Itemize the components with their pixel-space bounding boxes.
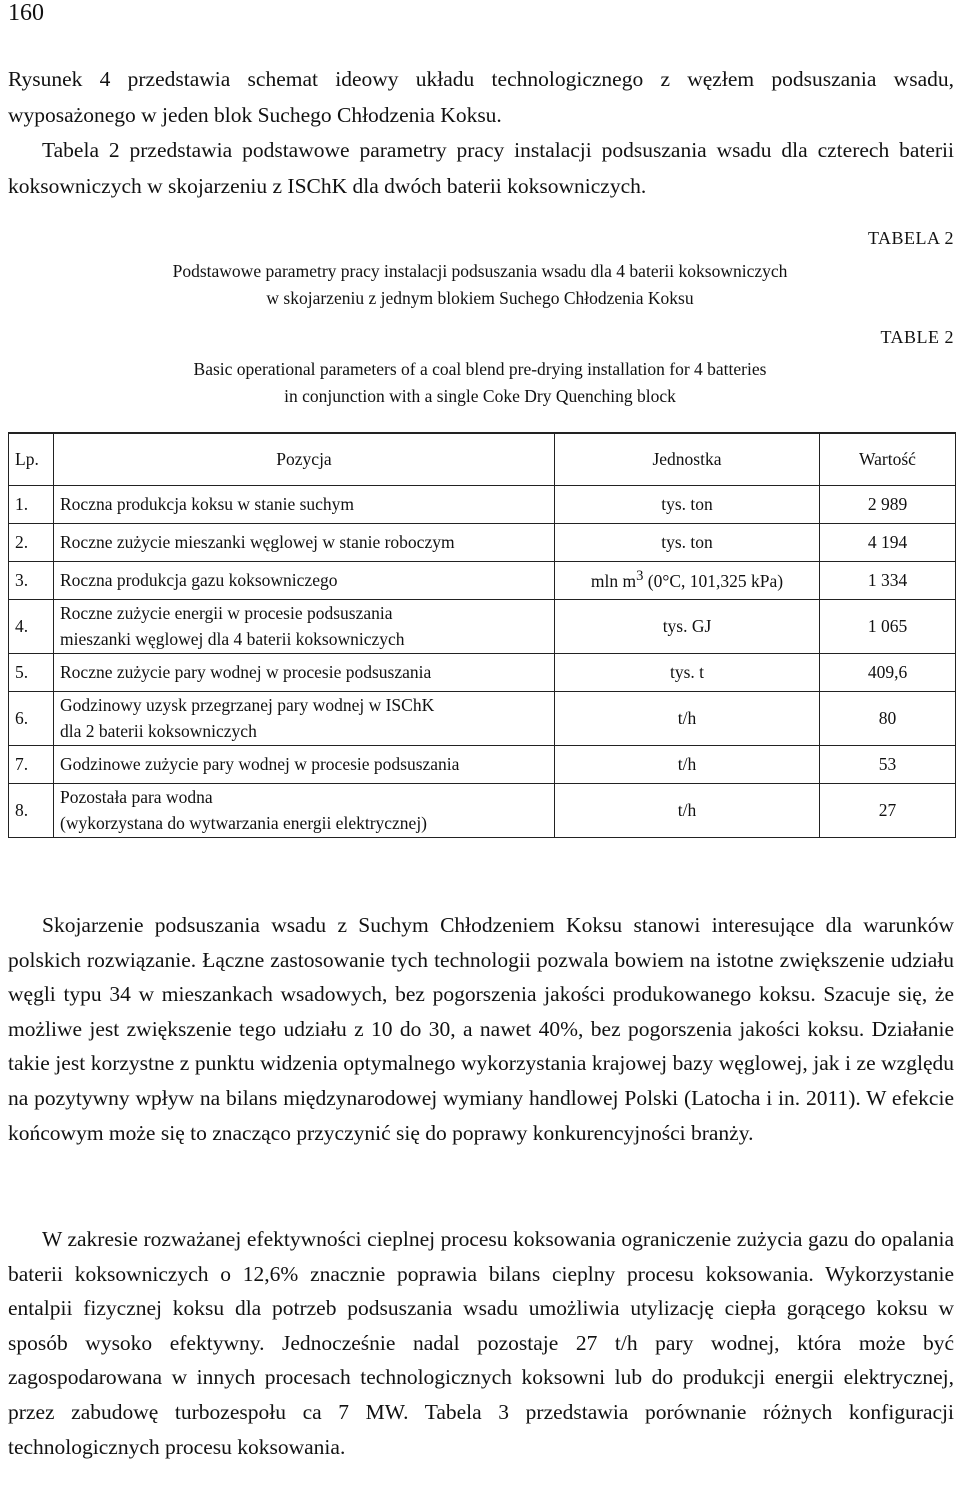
cell-wartosc: 53 [820, 745, 956, 783]
table-caption-pl-line2: w skojarzeniu z jednym blokiem Suchego Chłodzenia Koksu [266, 288, 694, 308]
cell-pozycja-line2: mieszanki węglowej dla 4 baterii koksowniczych [60, 629, 405, 649]
cell-pozycja [54, 599, 555, 653]
cell-wartosc: 1 065 [820, 599, 956, 653]
table-row [9, 523, 956, 561]
cell-jednostka: t/h [555, 691, 820, 745]
cell-lp: 7. [9, 745, 54, 783]
table-caption-en [60, 356, 900, 410]
unit-prefix: mln m [590, 570, 637, 591]
table-row [9, 691, 956, 745]
intro-paragraph-2: Tabela 2 przedstawia podstawowe parametry pracy instalacji podsuszania wsadu dla czterech baterii koksowniczych w skojarzeniu z ISChK dla dwóch baterii koksowniczych. [8, 138, 954, 198]
cell-pozycja-line1: Roczne zużycie energii w procesie podsuszania [60, 603, 393, 623]
cell-wartosc: 27 [820, 783, 956, 837]
cell-lp: 3. [9, 561, 54, 599]
table-row [9, 745, 956, 783]
cell-pozycja: Godzinowe zużycie pary wodnej w procesie podsuszania [54, 745, 555, 783]
cell-wartosc: 409,6 [820, 653, 956, 691]
cell-pozycja-line1: Godzinowy uzysk przegrzanej pary wodnej w ISChK [60, 695, 435, 715]
table-label-en: TABLE 2 [880, 327, 954, 347]
intro-paragraph-1: Rysunek 4 przedstawia schemat ideowy układu technologicznego z węzłem podsuszania wsadu, wyposażonego w jeden blok Suchego Chłodzenia Koksu. [8, 67, 954, 127]
cell-lp: 1. [9, 485, 54, 523]
cell-jednostka: tys. ton [555, 523, 820, 561]
cell-pozycja [54, 783, 555, 837]
cell-pozycja-line1: Pozostała para wodna [60, 787, 213, 807]
table-row [9, 783, 956, 837]
table-row [9, 599, 956, 653]
parameters-table [8, 432, 956, 838]
cell-pozycja-line2: (wykorzystana do wytwarzania energii elektrycznej) [60, 813, 428, 833]
cell-lp: 5. [9, 653, 54, 691]
cell-pozycja [54, 691, 555, 745]
cell-wartosc: 2 989 [820, 485, 956, 523]
cell-pozycja: Roczna produkcja gazu koksowniczego [54, 561, 555, 599]
cell-jednostka: t/h [555, 745, 820, 783]
cell-jednostka: tys. ton [555, 485, 820, 523]
cell-lp: 4. [9, 599, 54, 653]
cell-pozycja: Roczne zużycie pary wodnej w procesie podsuszania [54, 653, 555, 691]
cell-jednostka: tys. GJ [555, 599, 820, 653]
header-wartosc: Wartość [820, 433, 956, 485]
cell-jednostka: tys. t [555, 653, 820, 691]
table-row [9, 561, 956, 599]
cell-jednostka [555, 561, 820, 599]
table-caption-en-line1: Basic operational parameters of a coal blend pre-drying installation for 4 batteries [193, 359, 767, 379]
cell-pozycja: Roczna produkcja koksu w stanie suchym [54, 485, 555, 523]
cell-lp: 2. [9, 523, 54, 561]
table-header-row [9, 433, 956, 485]
cell-pozycja-line2: dla 2 baterii koksowniczych [60, 721, 257, 741]
cell-wartosc: 1 334 [820, 561, 956, 599]
table-label-pl: TABELA 2 [867, 228, 954, 248]
header-lp: Lp. [9, 433, 54, 485]
table-row [9, 485, 956, 523]
table-caption-pl-line1: Podstawowe parametry pracy instalacji podsuszania wsadu dla 4 baterii koksowniczych [172, 261, 788, 281]
cell-wartosc: 4 194 [820, 523, 956, 561]
unit-suffix: (0°C, 101,325 kPa) [643, 570, 784, 591]
body-paragraph-2: W zakresie rozważanej efektywności cieplnej procesu koksowania ograniczenie zużycia gazu do opalania baterii koksowniczych o 12,6% znacznie poprawia bilans cieplny procesu koksowania. Wykorzystanie entalpii fizycznej koksu dla potrzeb podsuszania wsadu umożliwia utylizację ciepła gorącego koksu w sposób wysoko efektywny. Jednocześnie nadal pozostaje 27 t/h pary wodnej, która może być zagospodarowana w innych procesach technologicznych koksowni lub do produkcji energii elektrycznej, przez zabudowę turbozespołu ca 7 MW. Tabela 3 przedstawia porównanie różnych konfiguracji technologicznych procesu koksowania. [8, 1227, 954, 1459]
cell-jednostka: t/h [555, 783, 820, 837]
cell-wartosc: 80 [820, 691, 956, 745]
cell-pozycja: Roczne zużycie mieszanki węglowej w stanie roboczym [54, 523, 555, 561]
cell-lp: 6. [9, 691, 54, 745]
header-jednostka: Jednostka [555, 433, 820, 485]
cell-lp: 8. [9, 783, 54, 837]
page-number: 160 [8, 0, 44, 26]
body-paragraph-1: Skojarzenie podsuszania wsadu z Suchym Chłodzeniem Koksu stanowi interesujące dla warunków polskich rozwiązanie. Łączne zastosowanie tych technologii pozwala bowiem na istotne zwiększenie udziału węgli typu 34 w mieszankach wsadowych, bez pogorszenia jakości produkowanego koksu. Szacuje się, że możliwe jest zwiększenie tego udziału z 10 do 30, a nawet 40%, bez pogorszenia jakości koksu. Działanie takie jest korzystne z punktu widzenia optymalnego wykorzystania krajowej bazy węglowej, jak i ze względu na pozytywny wpływ na bilans międzynarodowej wymiany handlowej Polski (Latocha i in. 2011). W efekcie końcowym może się to znacząco przyczynić się do poprawy konkurencyjności branży. [8, 913, 954, 1145]
table-caption-pl [60, 258, 900, 312]
unit-superscript: 3 [636, 568, 644, 585]
table-row [9, 653, 956, 691]
table-caption-en-line2: in conjunction with a single Coke Dry Quenching block [284, 386, 676, 406]
header-pozycja: Pozycja [54, 433, 555, 485]
